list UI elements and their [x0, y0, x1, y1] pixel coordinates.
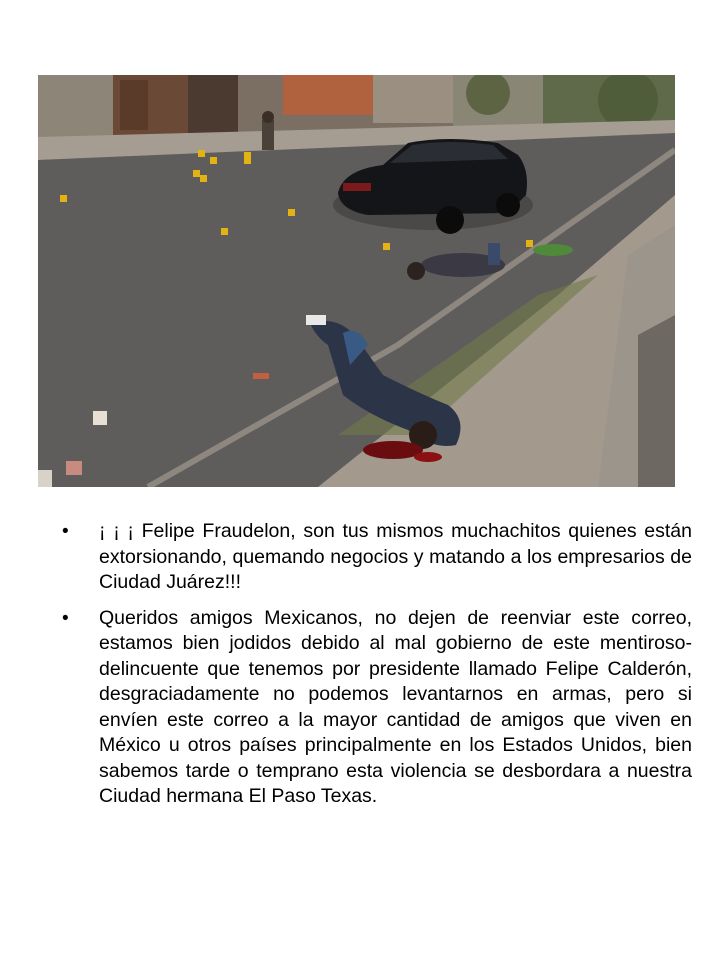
crime-scene-photo — [38, 75, 675, 487]
bullet-list — [62, 519, 692, 820]
bullet-text: Queridos amigos Mexicanos, no dejen de reenviar este correo, estamos bien jodidos debido al mal gobierno de este mentiroso-delincuente que tenemos por presidente llamado Felipe Calderón, desgraciadamente no podemos levantarnos en armas, pero si envíen este correo a la mayor cantidad de amigos que viven en México u otros países principalmente en los Estados Unidos, bien sabemos tarde o temprano esta violencia se desbordara a nuestra Ciudad hermana El Paso Texas. — [99, 606, 692, 807]
bullet-item-1 — [62, 519, 692, 596]
bullet-item-2 — [62, 606, 692, 810]
bullet-text: ¡ ¡ ¡ Felipe Fraudelon, son tus mismos muchachitos quienes están extorsionando, quemando negocios y matando a los empresarios de Ciudad Juárez!!! — [99, 520, 692, 593]
bullet-marker: • — [62, 607, 69, 629]
bullet-marker: • — [62, 521, 69, 542]
photo-illustration — [38, 75, 675, 487]
